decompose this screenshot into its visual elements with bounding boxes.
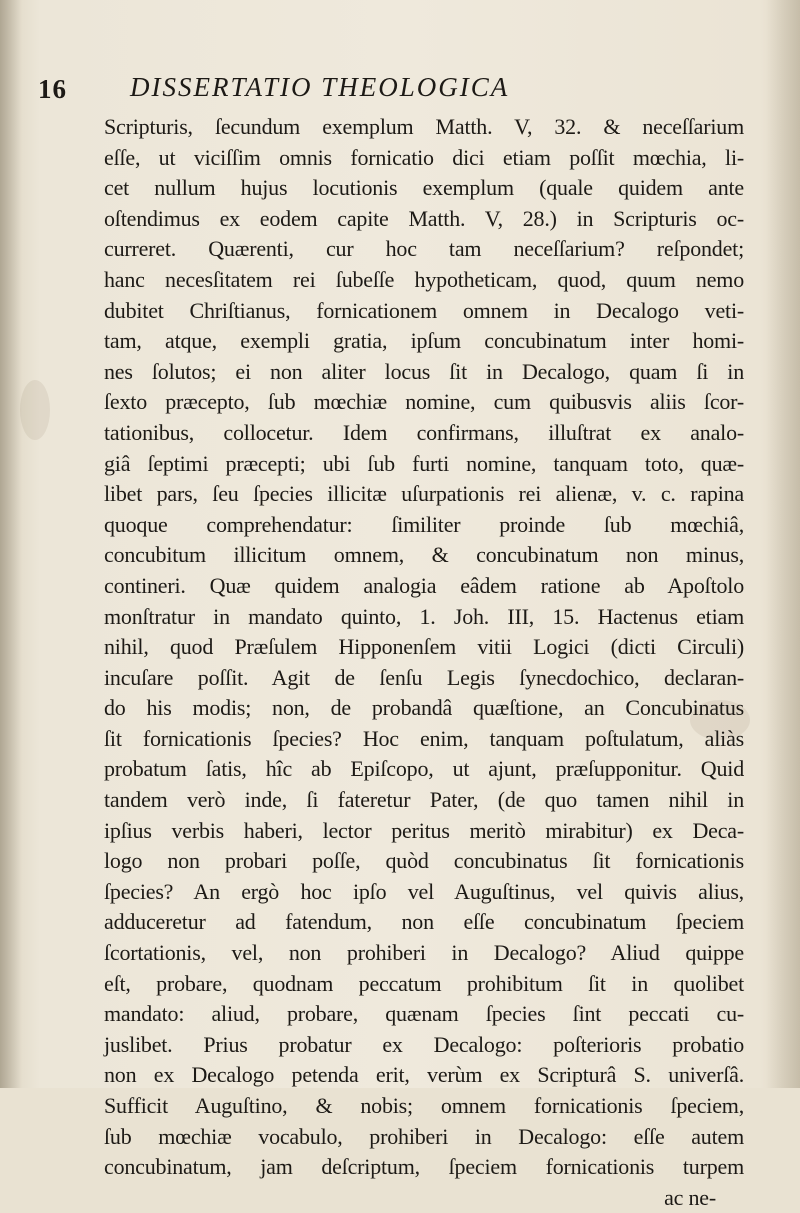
gutter-shadow <box>0 0 22 1088</box>
text-line: tandem verò inde, ſi fateretur Pater, (de quo tamen nihil in <box>104 787 744 813</box>
text-line: nes ſolutos; ei non aliter locus ſit in Decalogo, quam ſi in <box>104 358 744 384</box>
text-line: Sufficit Auguſtino, & nobis; omnem fornicationis ſpeciem, <box>104 1093 744 1118</box>
text-line: Scripturis, ſecundum exemplum Matth. V, 32. & neceſſarium <box>104 114 744 139</box>
body-text <box>104 112 744 1213</box>
text-line: ſub mœchiæ vocabulo, prohiberi in Decalogo: eſſe autem <box>104 1123 744 1149</box>
text-line: non ex Decalogo petenda erit, verùm ex Scripturâ S. univerſâ. <box>104 1062 744 1088</box>
text-line: ipſius verbis haberi, lector peritus meritò mirabitur) ex Deca- <box>104 817 744 843</box>
text-line: ſpecies? An ergò hoc ipſo vel Auguſtinus, vel quivis alius, <box>104 878 744 904</box>
text-line: tam, atque, exempli gratia, ipſum concubinatum inter homi- <box>104 328 744 354</box>
text-line: probatum ſatis, hîc ab Epiſcopo, ut ajunt, præſupponitur. Quid <box>104 756 744 782</box>
page-number: 16 <box>38 74 67 104</box>
text-line: ſcortationis, vel, non prohiberi in Decalogo? Aliud quippe <box>104 940 744 966</box>
text-line: logo non probari poſſe, quòd concubinatus ſit fornicationis <box>104 848 744 874</box>
text-line: adduceretur ad fatendum, non eſſe concubinatum ſpeciem <box>104 909 744 935</box>
text-line: ſexto præcepto, ſub mœchiæ nomine, cum quibusvis aliis ſcor- <box>104 389 744 415</box>
text-line: libet pars, ſeu ſpecies illicitæ uſurpationis rei alienæ, v. c. rapina <box>104 481 744 507</box>
text-line: giâ ſeptimi præcepti; ubi ſub furti nomine, tanquam toto, quæ- <box>104 450 744 476</box>
text-line: nihil, quod Præſulem Hipponenſem vitii Logici (dicti Circuli) <box>104 634 744 660</box>
running-title: DISSERTATIO THEOLOGICA <box>130 72 510 102</box>
text-line: eſt, probare, quodnam peccatum prohibitum ſit in quolibet <box>104 970 744 996</box>
text-line: hanc necesſitatem rei ſubeſſe hypotheticam, quod, quum nemo <box>104 266 744 292</box>
text-line: mandato: aliud, probare, quænam ſpecies ſint peccati cu- <box>104 1001 744 1027</box>
text-line: tationibus, collocetur. Idem confirmans, illuſtrat ex analo- <box>104 419 744 445</box>
text-line: concubinatum, jam deſcriptum, ſpeciem fornicationis turpem <box>104 1154 744 1180</box>
text-line: juslibet. Prius probatur ex Decalogo: poſterioris probatio <box>104 1031 744 1057</box>
text-line: monſtratur in mandato quinto, 1. Joh. III, 15. Hactenus etiam <box>104 603 744 629</box>
text-line: concubitum illicitum omnem, & concubinatum non minus, <box>104 542 744 568</box>
text-line: contineri. Quæ quidem analogia eâdem ratione ab Apoſtolo <box>104 572 744 598</box>
text-line: oſtendimus ex eodem capite Matth. V, 28.) in Scripturis oc- <box>104 205 744 231</box>
text-line: curreret. Quærenti, cur hoc tam neceſſarium? reſpondet; <box>104 236 744 262</box>
text-line: dubitet Chriſtianus, fornicationem omnem in Decalogo veti- <box>104 297 744 323</box>
text-line: quoque comprehendatur: ſimiliter proinde ſub mœchiâ, <box>104 511 744 537</box>
text-line: ſit fornicationis ſpecies? Hoc enim, tanquam poſtulatum, aliàs <box>104 725 744 751</box>
page-header <box>38 72 738 106</box>
text-line: eſſe, ut viciſſim omnis fornicatio dici etiam poſſit mœchia, li- <box>104 144 744 170</box>
text-line: do his modis; non, de probandâ quæſtione, an Concubinatus <box>104 695 744 721</box>
text-line: incuſare poſſit. Agit de ſenſu Legis ſynecdochico, declaran- <box>104 664 744 690</box>
text-line: ac ne- <box>664 1184 716 1210</box>
text-line: cet nullum hujus locutionis exemplum (quale quidem ante <box>104 175 744 201</box>
page-edge-shadow <box>766 0 800 1088</box>
paper-stain <box>20 380 50 440</box>
